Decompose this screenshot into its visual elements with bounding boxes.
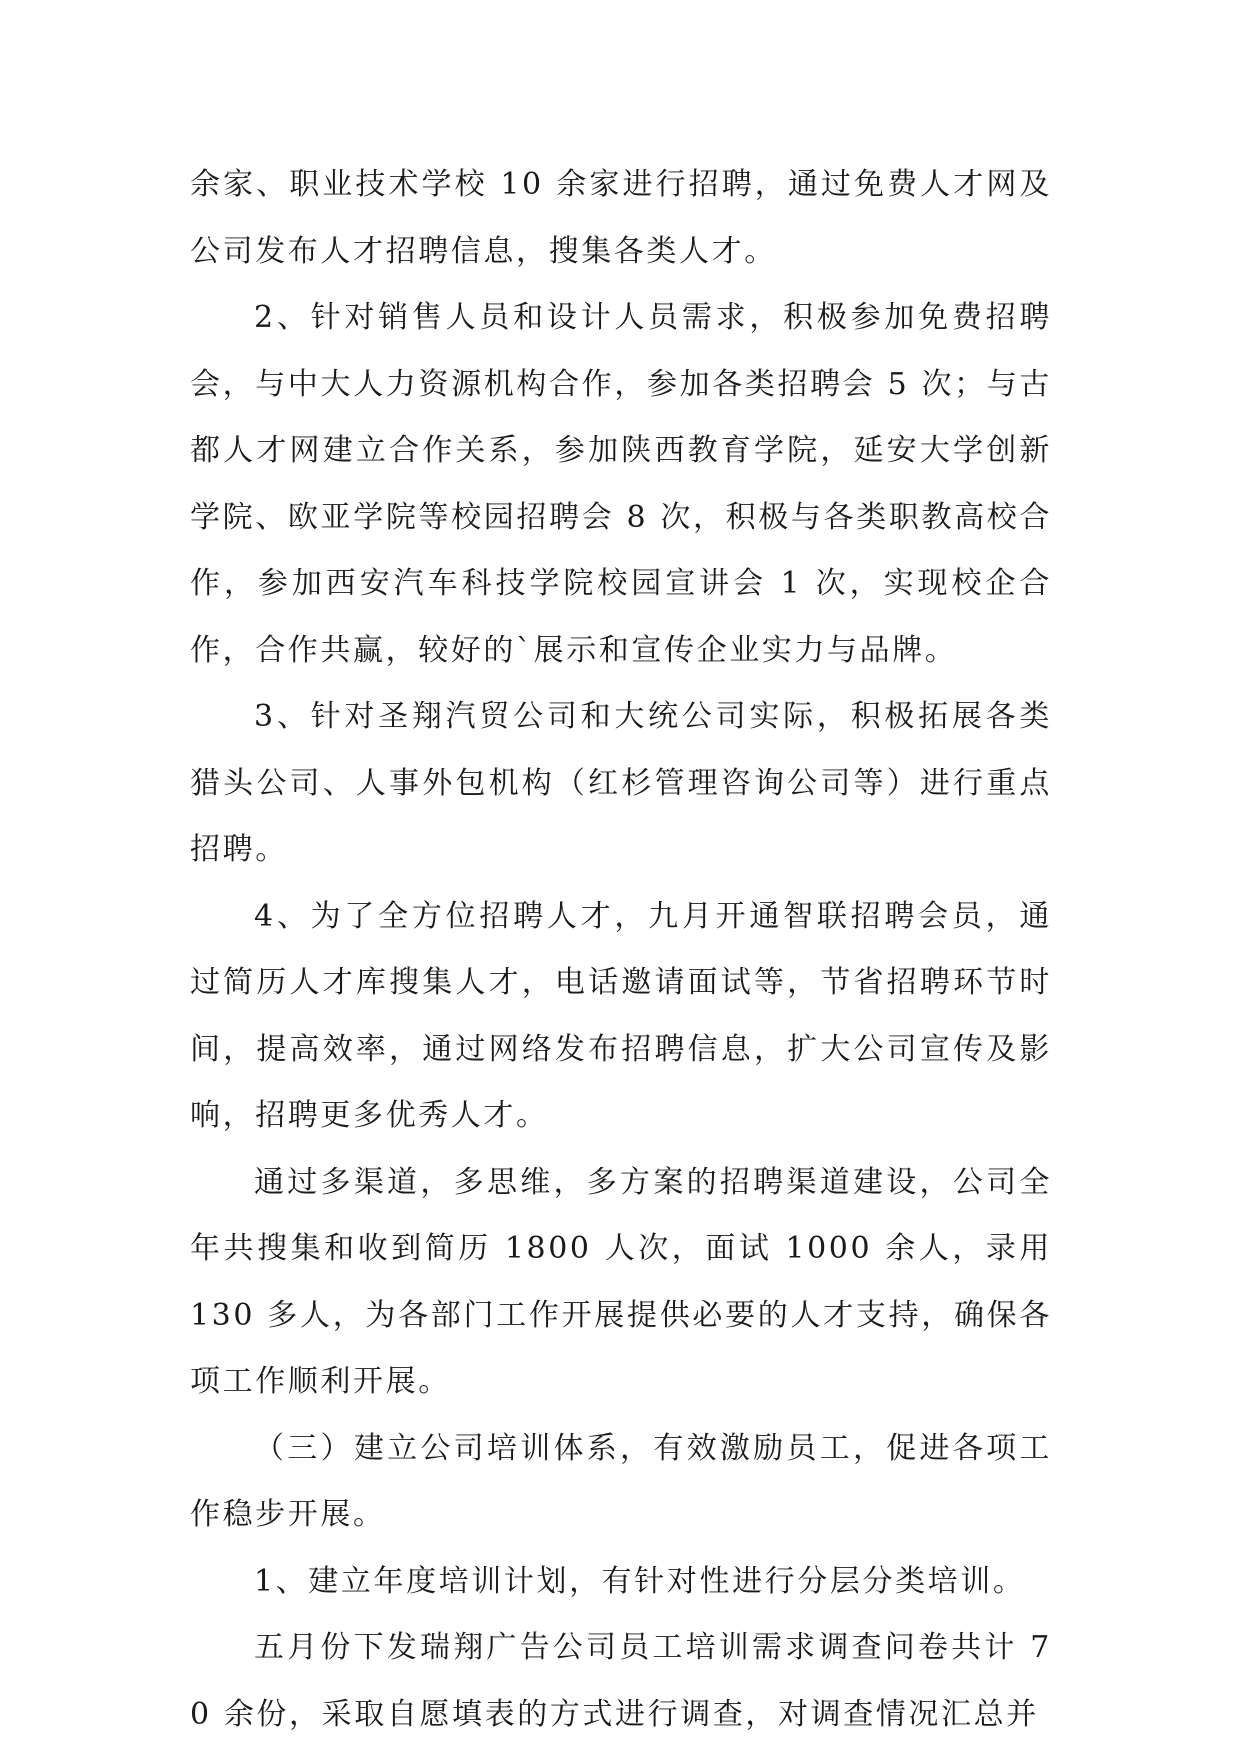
- paragraph-item-2-job-fairs: 2、针对销售人员和设计人员需求，积极参加免费招聘会，与中大人力资源机构合作，参加各类招聘会 5 次；与古都人才网建立合作关系，参加陕西教育学院，延安大学创新学院、欧亚学院等校园招聘会 8 次，积极与各类职教高校合作，参加西安汽车科技学院校园宣讲会 1 次，实现校企合作，合作共赢，较好的`展示和宣传企业实力与品牌。: [190, 300, 1052, 668]
- paragraph-training-survey: 五月份下发瑞翔广告公司员工培训需求调查问卷共计 70 余份，采取自愿填表的方式进行调查，对调查情况汇总并: [190, 1630, 1052, 1732]
- document-body: [190, 152, 1052, 1748]
- section-heading-training-system: （三）建立公司培训体系，有效激励员工，促进各项工作稳步开展。: [190, 1430, 1052, 1532]
- paragraph-item-3-headhunters: 3、针对圣翔汽贸公司和大统公司实际，积极拓展各类猎头公司、人事外包机构（红杉管理咨询公司等）进行重点招聘。: [190, 699, 1052, 867]
- paragraph-recruitment-summary: 通过多渠道，多思维，多方案的招聘渠道建设，公司全年共搜集和收到简历 1800 人次，面试 1000 余人，录用 130 多人，为各部门工作开展提供必要的人才支持，确保各项工作顺利开展。: [190, 1164, 1052, 1399]
- paragraph-item-1-training-plan: 1、建立年度培训计划，有针对性进行分层分类培训。: [254, 1563, 1026, 1599]
- paragraph-recruitment-channels-continued: 余家、职业技术学校 10 余家进行招聘，通过免费人才网及公司发布人才招聘信息，搜集各类人才。: [190, 167, 1052, 269]
- paragraph-item-4-online-recruitment: 4、为了全方位招聘人才，九月开通智联招聘会员，通过简历人才库搜集人才，电话邀请面试等，节省招聘环节时间，提高效率，通过网络发布招聘信息，扩大公司宣传及影响，招聘更多优秀人才。: [190, 898, 1052, 1133]
